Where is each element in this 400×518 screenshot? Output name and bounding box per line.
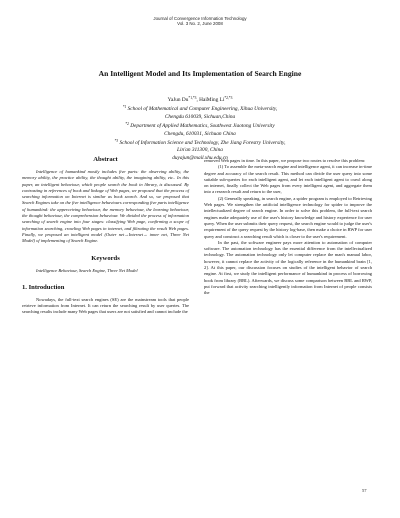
affiliation [0, 138, 400, 147]
journal-name: Journal of Convergence Information Technology [153, 16, 247, 21]
affiliation-superscript: *3 [114, 139, 119, 144]
affiliation-line: School of Information Science and Technology, Zhe Jiang Forestry University, [118, 140, 286, 147]
author-name: HaiMing Li [199, 97, 225, 103]
author-line [0, 95, 400, 104]
right-column [204, 158, 372, 297]
abstract-text: Intelligence of humankind mostly includes five parts: the observing ability, the memory ability, the practice ability, the thought ability, the imagining ability, etc.. In this paper, an intelligent behaviour, which people search the book in library, is discussed. By contrasting in references of book and linkage of Web pages, we proposed that the process of searching information on Internet is similar as book search. And so, we proposed that Search Engines take on the five intelligence behaviours corresponding five parts intelligence of humankind: the apperceiving behaviour, the memory behaviour, the learning behaviour, the thought behaviour, the comprehension behaviour. We divided the process of information searching of search engine into four stages: classifying Web page, confirming a scope of information searching, crawling Web pages in internet, and filtrating the result Web pages. Finally, we proposed an intelligent model (Outer net→Internet→ inner net, Three Net Model) of implementing of Search Engine. [22, 169, 189, 244]
journal-header [0, 16, 400, 27]
keywords-text: Intelligence Behaviour, Search Engine, Three Net Model [36, 267, 138, 273]
keywords-heading: Keywords [91, 254, 120, 262]
author-superscript: *2,*3 [224, 96, 233, 100]
affiliation-line: School of Mathematical and Computer Engineering, Xihua University, [126, 106, 278, 113]
affiliation-line: Department of Applied Mathematics, Southwest Jiaotong University [128, 123, 275, 130]
author-separator: , [196, 97, 200, 103]
affiliation-line: Chengdu 610039, Sichuan,China [164, 113, 236, 120]
abstract-heading: Abstract [93, 156, 118, 163]
author-name: YaJun Du [167, 97, 189, 103]
affiliation [0, 104, 400, 113]
list-item: (1) To assemble the meta-search engine and intelligence agent, it can increase in-time degree and accuracy of the search result. This method can divide the user query into some suitable sub-queries for each intelligent agent, and let each intelligent agent to crawl along on internet, finally collect the Web pages from every intelligent agent, and aggregate them into a research result and return to the user, [204, 164, 372, 195]
introduction-heading: 1. Introduction [22, 283, 65, 291]
affiliation [0, 121, 400, 130]
affiliation-line: Lin'an 311300, China [177, 147, 223, 154]
affiliation-superscript: *2 [125, 122, 129, 127]
paper-title: An Intelligent Model and Its Implementation of Search Engine [98, 69, 302, 78]
affiliation-superscript: *1 [122, 105, 127, 110]
body-paragraph: removed Web pages in time. In this paper, we propose two routes to resolve this problem: [204, 158, 366, 163]
front-matter [0, 95, 400, 162]
author-superscript: *1,*3 [188, 96, 197, 100]
email: duyajun@mail.xhu.edu.cn [172, 154, 228, 161]
journal-volume: Vol. 3 No. 2, June 2008 [177, 21, 223, 27]
affiliation-line: Chengdu, 610031, Sichuan China [164, 130, 236, 137]
list-item: (2) Generally speaking, in search engine, a spider program is employed to Retrieving Web pages. We strengthen the artificial intelligence technology for spider to improve the intellectualized degree of search engine. In order to solve this problem, the full-text search engines make adequately use of the user's history knowledge and history experience for user query. When the user submits their query request, the search engine would to judge the user's requirement of the query request by the history log-base, then make a choice in RWP for user query and construct a searching result which is closer to the user's requirement. [204, 195, 372, 239]
left-column [22, 156, 189, 316]
page-number: 57 [362, 488, 367, 493]
introduction-paragraph: Nowadays, the full-text search engines (SE) are the mainstream tools that people retrieve information from Internet. It can return the searching result by user queries. The searching results include many Web pages that users are not satisfied and cannot include the [22, 296, 189, 315]
body-paragraph: In the past, the software engineer pays more attention to automation of computer software. The automation technology has the essential difference from the intellectualized technology. The automation technology only let computer replace the man's manual labor, however, it cannot replace the activity of the logically reference in the humankind brain [1, 2]. At this paper, our discussion focuses on studies of the intelligent behavior of search engine. At first, we study the intelligent performance of humankind in process of borrowing book from library (BBL). Afterwards, we discuss some comparison between BBL and RWP, put forward that activity searching intelligently information from Internet of people consists the [204, 239, 372, 296]
